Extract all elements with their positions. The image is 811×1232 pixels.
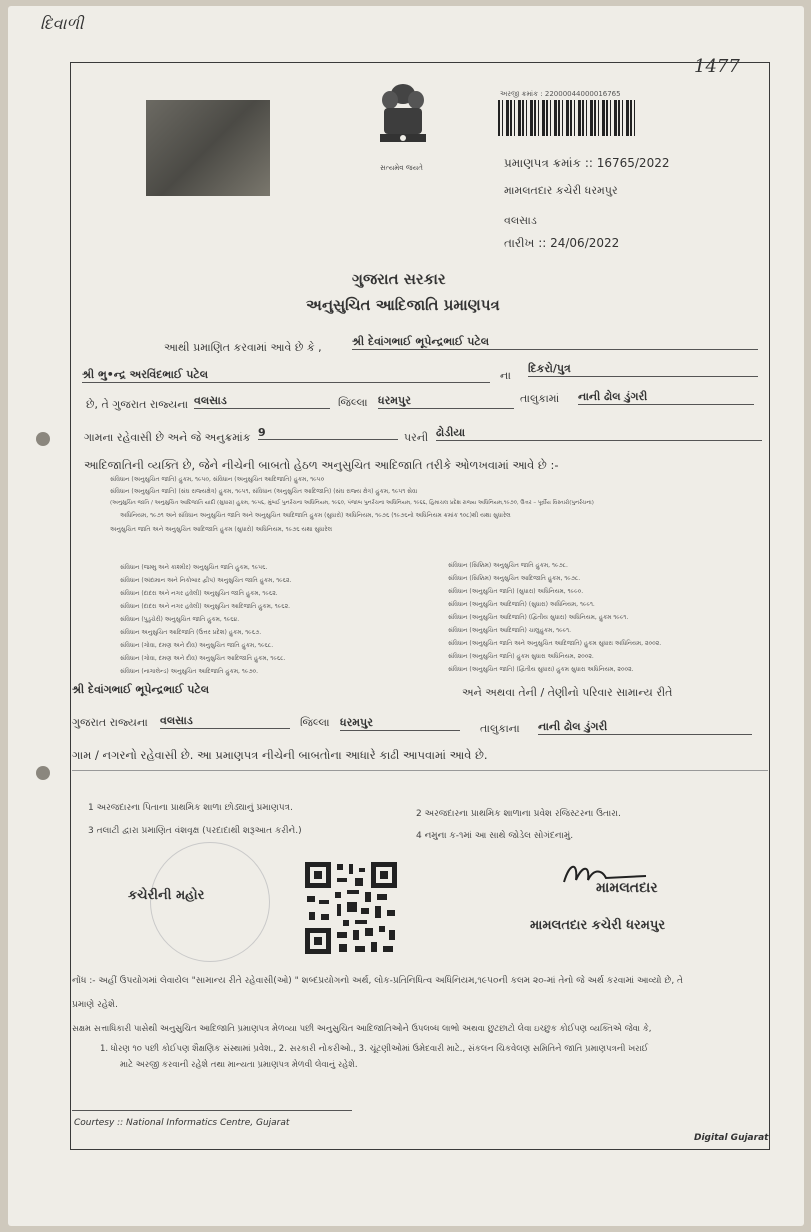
issue-date: તારીખ :: 24/06/2022: [504, 236, 620, 250]
qr-code-icon: [303, 860, 399, 956]
order-item: સંવિધાન (ગોવા, દમણ અને દીવ) અનુસુચિત આદિજાતિ હુકમ, ૧૯૬૮.: [120, 655, 286, 662]
issuing-district: વલસાડ: [504, 214, 537, 227]
certify-label: આથી પ્રમાણિત કરવામાં આવે છે કે ,: [164, 341, 322, 354]
applicant-name-2: શ્રી દેવાંગભાઈ ભૂપેન્દ્રભાઈ પટેલ: [72, 683, 210, 696]
taluka-label-2: તાલુકાના: [480, 722, 520, 735]
footer-courtesy: Courtesy :: National Informatics Centre, Gujarat: [74, 1118, 290, 1128]
law-line: અનુસુચિત જાતિ અને અનુસુચિત આદિજાતિ હુકમ (સુધારો) અધિનિયમ, ૧૯૭૬ યથા સુધારેલ: [110, 526, 333, 533]
note-line-3: સક્ષમ સત્તાધિકારી પાસેથી અનુસુચિત આદિજાતિ પ્રમાણપત્ર મેળવ્યા પછી અનુસુચિત આદિજાતિઓને ઉપલબ્ધ લાભો અથવા છુટછાટો લેવા ઇચ્છુક કોઈપણ વ્યક્તિએ જેવા કે,: [72, 1024, 652, 1034]
footer-digital-gujarat: Digital Gujarat: [694, 1133, 769, 1143]
order-item: સંવિધાન (નાગાલેન્ડ) અનુસુચિત આદિજાતિ હુકમ, ૧૯૭૦.: [120, 668, 259, 675]
order-item: સંવિધાન (દાદરા અને નગર હવેલી) અનુસુચિત જાતિ હુકમ, ૧૯૬૨.: [120, 590, 278, 597]
punch-hole: [36, 766, 50, 780]
punch-hole: [36, 432, 50, 446]
document-item-1: 1 અરજદારના પિતાના પ્રાથમિક શાળા છોડ્યાનું પ્રમાણપત્ર.: [88, 803, 293, 813]
taluka-label: તાલુકામાં: [520, 392, 560, 405]
order-item: સંવિધાન (અનુસુચિત આદિજાતિ) (સુધારા) અધિનિયમ, ૧૯૯૧.: [448, 601, 595, 608]
village-value-2: નાની ઢોલ ડુંગરી: [538, 720, 752, 735]
signature-text: મામલતદાર: [596, 880, 658, 896]
note-line-5: માટે અરજી કરવાની રહેશે તથા માન્યતા પ્રમાણપત્ર મેળવી લેવાનું રહેશે.: [120, 1060, 358, 1070]
family-text: અને અથવા તેની / તેણીનો પરિવાર સામાન્ય રીતે: [462, 686, 673, 699]
barcode-number: અરજી ક્રમાંક : 22000044000016765: [500, 90, 621, 98]
law-line: (અનુસુચિત જાતિ / અનુસુચિત આદિજાતિ યાદી (સુધારા) હુકમ, ૧૯૫૬, મુંબઈ પુનર્રચના અધિનિયમ, ૧૯૬૦, પંજાબ પુનર્રચના અધિનિયમ, ૧૯૬૬, હિમાચલ પ્રદેશ રાજ્ય અધિનિયમ,૧૯૭૦, ઉત્તર – પૂર્વીય વિસ્તારો(પુનર્રચના): [110, 500, 594, 506]
district-value-2: વલસાડ: [160, 714, 290, 729]
of-label: ના: [500, 369, 511, 382]
caste-label: પરની: [404, 431, 429, 444]
footer-rule: [72, 1110, 352, 1111]
closing-statement: ગામ / નગરનો રહેવાસી છે. આ પ્રમાણપત્ર નીચેની બાબતોના આધારે કાઢી આપવામાં આવે છે.: [72, 748, 488, 762]
order-item: સંવિધાન (અનુસુચિત જાતિ) (દ્વિતીય સુધારા) હુકમ સુધારા અધિનિયમ, ૨૦૦૨.: [448, 666, 634, 673]
district-value: વલસાડ: [194, 394, 330, 409]
tribe-statement: આદિજાતિની વ્યક્તિ છે, જેને નીચેની બાબતો હેઠળ અનુસુચિત આદિજાતિ તરીકે ઓળખવામાં આવે છે :-: [84, 458, 559, 472]
son-daughter: દિકરો/પુત્ર: [528, 362, 758, 377]
order-item: સંવિધાન (અનુસુચિત આદિજાતિ) (દ્વિતીય સુધારા) અધિનિયમ, હુકમ ૧૯૯૧.: [448, 614, 629, 621]
law-line: સંવિધાન (અનુસુચિત જાતિ) હુકમ, ૧૯૫૦, સંવિધાન (અનુસુચિત આદિજાતિ) હુકમ, ૧૯૫૦: [110, 476, 325, 483]
serial-number: 9: [258, 426, 398, 440]
order-item: સંવિધાન (અંદામાન અને નિકોબાર દ્વીપ) અનુસુચિત જાતિ હુકમ, ૧૯૬૨.: [120, 577, 292, 584]
document-item-3: 3 તલાટી દ્વારા પ્રમાણિત વંશવૃક્ષ (પરદાદાથી શરૂઆત કરીને.): [88, 826, 302, 836]
document-item-4: 4 નમુના ક-૧માં આ સાથે જોડેલ સોગંદનામું.: [416, 831, 574, 841]
father-name: શ્રી ભુ•ન્દ્ર અરવિંદભાઈ પટેલ: [82, 368, 490, 383]
certificate-subtitle: અનુસુચિત આદિજાતિ પ્રમાણપત્ર: [306, 296, 500, 314]
document-item-2: 2 અરજદારના પ્રાથમિક શાળાના પ્રવેશ રજિસ્ટરના ઉતારા.: [416, 809, 621, 819]
page-title: ગુજરાત સરકાર: [352, 270, 446, 288]
order-item: સંવિધાન (ગોવા, દમણ અને દીવ) અનુસુચિત જાતિ હુકમ, ૧૯૬૮.: [120, 642, 274, 649]
order-item: સંવિધાન (પુડુચેરી) અનુસુચિત જાતિ હુકમ, ૧૯૬૪.: [120, 616, 240, 623]
order-item: સંવિધાન (સિક્કિમ) અનુસુચિત જાતિ હુકમ, ૧૯૭૮.: [448, 562, 568, 569]
order-item: સંવિધાન અનુસુચિત આદિજાતિ (ઉત્તર પ્રદેશ) હુકમ, ૧૯૬૭.: [120, 629, 262, 636]
note-line-1: નોંધ :- અહીં ઉપયોગમાં લેવાયેલ "સામાન્ય રીતે રહેવાસી(ઓ) " શબ્દપ્રયોગનો અર્થ, લોક-પ્રતિનિધિત્વ અધિનિયમ,૧૯૫૦ની કલમ ૨૦-માં તેનો જે અર્થ કરવામાં આવ્યો છે, તે: [72, 976, 684, 986]
stamp-label: કચેરીની મહોર: [128, 888, 205, 903]
order-item: સંવિધાન (અનુસુચિત જાતિ) (સુધારા) અધિનિયમ, ૧૯૯૦.: [448, 588, 584, 595]
village-value: નાની ઢોલ ડુંગરી: [578, 390, 754, 405]
order-item: સંવિધાન (જમ્મુ અને કાશ્મીર) અનુસુચિત જાતિ હુકમ, ૧૯૫૬.: [120, 564, 268, 571]
barcode: [498, 100, 636, 136]
state-emblem-icon: [372, 78, 434, 164]
order-item: સંવિધાન (સિક્કિમ) અનુસુચિત આદિજાતિ હુકમ, ૧૯૭૮.: [448, 575, 581, 582]
emblem-caption: સત્યમેવ જયતે: [380, 164, 423, 172]
law-line: સંવિધાન (અનુસુચિત જાતિ) (સંઘ રાજ્યક્ષેત્ર) હુકમ, ૧૯૫૧, સંવિધાન (અનુસુચિત આદિજાતિ) (સંઘ રાજ્ય ક્ષેત્ર) હુકમ, ૧૯૫૧ સેવા: [110, 488, 418, 495]
resident-label: ગામના રહેવાસી છે અને જે અનુક્રમાંક: [84, 431, 251, 444]
district-label: જિલ્લા: [338, 396, 368, 409]
issuing-office: મામલતદાર કચેરી ધરમપુર: [504, 184, 618, 197]
state-label-2: ગુજરાત રાજ્યના: [72, 716, 148, 729]
taluka-value-2: ધરમપુર: [340, 716, 460, 731]
note-line-4: 1. ધોરણ ૧૦ પછી કોઈપણ શૈક્ષણિક સંસ્થામાં પ્રવેશ., 2. સરકારી નોકરીઓ., 3. ચૂંટણીઓમાં ઉમેદવારી માટે., સંકલન ચિકવેલણ સમિતિને જાતિ પ્રમાણપત્રની ખરાઈ: [100, 1044, 649, 1054]
order-item: સંવિધાન (દાદરા અને નગર હવેલી) અનુસુચિત આદિજાતિ હુકમ, ૧૯૬૨.: [120, 603, 291, 610]
district-label-2: જિલ્લા: [300, 716, 330, 729]
applicant-name: શ્રી દેવાંગભાઈ ભૂપેન્દ્રભાઈ પટેલ: [352, 335, 758, 350]
corner-handwritten-note: દિવાળી: [40, 14, 84, 33]
signatory-office: મામલતદાર કચેરી ધરમપુર: [530, 918, 666, 933]
caste-value: ઢોડીયા: [436, 426, 762, 441]
state-label: છે, તે ગુજરાત રાજ્યના: [86, 398, 189, 411]
taluka-value: ધરમપુર: [378, 394, 514, 409]
applicant-photo: [146, 100, 270, 196]
law-line: અધિનિયમ, ૧૯૭૧ અને સંવિધાન અનુસુચિત જાતિ અને અનુસુચિત આદિજાતિ હુકમ (સુધારો) અધિનિયમ, ૧૯૭૬ (૧૯૭૬નો અધિનિયમ ક્રમાંક ૧૦૮)થી યથા સુધારેલ: [120, 512, 511, 519]
top-right-handwritten-number: 1477: [694, 56, 740, 77]
certificate-number: પ્રમાણપત્ર ક્રમાંક :: 16765/2022: [504, 156, 670, 170]
divider: [72, 770, 768, 771]
order-item: સંવિધાન (અનુસુચિત આદિજાતિ) ચાલુહુકમ, ૧૯૯૧.: [448, 627, 572, 634]
order-item: સંવિધાન (અનુસુચિત જાતિ) હુકમ સુધારા અધિનિયમ, ૨૦૦૨.: [448, 653, 594, 660]
order-item: સંવિધાન (અનુસુચિત જાતિ અને અનુસુચિત આદિજાતિ) હુકમ સુધારા અધિનિયમ, ૨૦૦૨.: [448, 640, 662, 647]
note-line-2: પ્રમાણે રહેશે.: [72, 1000, 118, 1010]
